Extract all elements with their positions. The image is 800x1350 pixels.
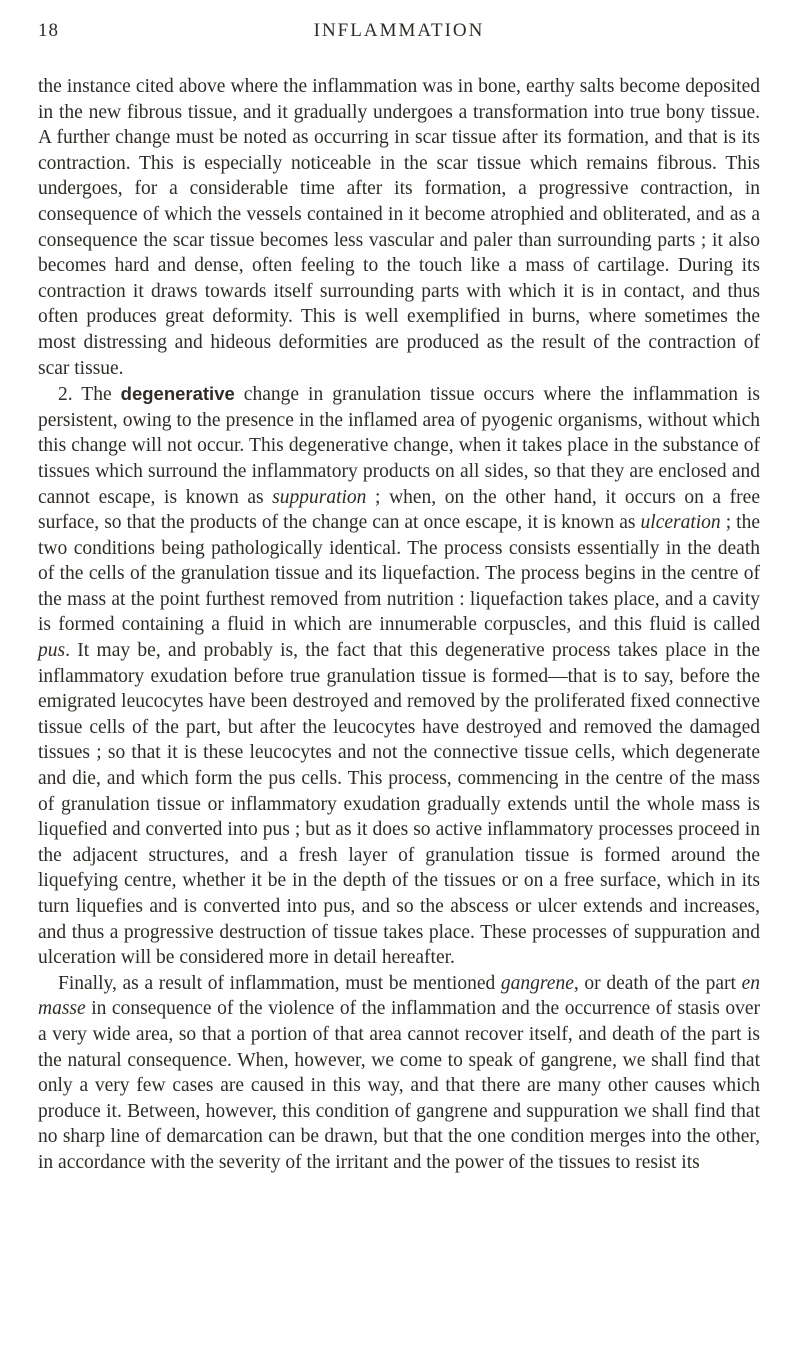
bold-term-degenerative: degenerative [120, 383, 235, 405]
paragraph-text: , or death of the part [573, 972, 742, 994]
italic-term-suppuration: suppuration [272, 486, 367, 508]
paragraph-gangrene [38, 971, 760, 1176]
paragraph-text: Finally, as a result of inflammation, must be mentioned [58, 972, 501, 994]
italic-term-en-masse: en masse [38, 972, 761, 1020]
paragraph-text: the instance cited above where the inflammation was in bone, earthy salts become deposited in the new fibrous tissue, and it gradually undergoes a transformation into true bony tissue. A further change must be noted as occurring in scar tissue after its formation, and that is its contraction. This is especially noticeable in the scar tissue which remains fibrous. This undergoes, for a considerable time after its formation, a progressive contraction, in consequence of which the vessels contained in it become atrophied and obliterated, and as a consequence the scar tissue becomes less vascular and paler than surrounding parts ; it also becomes hard and dense, often feeling to the touch like a mass of cartilage. During its contraction it draws towards itself surrounding parts with which it is in contact, and thus often produces great deformity. This is well exemplified in burns, where sometimes the most distressing and hideous deformities are produced as the result of the contraction of scar tissue. [38, 76, 760, 379]
italic-term-pus: pus [38, 640, 66, 662]
page-number: 18 [38, 20, 59, 41]
paragraph-scar-contraction [38, 74, 760, 381]
paragraph-text: change in granulation tissue occurs where the inflammation is persistent, owing to the presence in the inflamed area of pyogenic organisms, without which this change will not occur. This degenerative change, when it takes place in the substance of tissues which surround the inflammatory products on all sides, so that they are enclosed and cannot escape, is known as [38, 384, 760, 508]
body-text [38, 74, 760, 1176]
paragraph-text: in consequence of the violence of the inflammation and the occurrence of stasis over a very wide area, so that a portion of that area cannot recover itself, and death of the part is the natural consequence. When, however, we come to speak of gangrene, we shall find that only a very few cases are caused in this way, and that there are many other causes which produce it. Between, however, this condition of gangrene and suppuration we shall find that no sharp line of demarcation can be drawn, but that the one condition merges into the other, in accordance with the severity of the irritant and the power of the tissues to resist its [38, 998, 760, 1173]
book-page [38, 20, 760, 1330]
italic-term-ulceration: ulceration [640, 512, 721, 534]
paragraph-text: . It may be, and probably is, the fact that this degenerative process takes place in the inflammatory exudation before true granulation tissue is formed—that is to say, before the emigrated leucocytes have been destroyed and removed by the proliferated fixed connective tissue cells of the part, but after the leucocytes have destroyed and removed the damaged tissues ; so that it is these leucocytes and not the connective tissue cells, which degenerate and die, and which form the pus cells. This process, commencing in the centre of the mass of granulation tissue or inflammatory exudation gradually extends until the whole mass is liquefied and converted into pus ; but as it does so active inflammatory processes proceed in the adjacent structures, and a fresh layer of granulation tissue is formed around the liquefying centre, whether it be in the depth of the tissues or on a free surface, which in its turn liquefies and is converted into pus, and so the abscess or ulcer extends and increases, and thus a progressive destruction of tissue takes place. These processes of suppuration and ulceration will be considered more in detail hereafter. [38, 640, 760, 969]
page-header [38, 20, 760, 54]
paragraph-text: ; when, on the other hand, it occurs on a free surface, so that the products of the change can at once escape, it is known as [38, 486, 760, 534]
paragraph-text: The [72, 384, 121, 406]
italic-term-gangrene: gangrene [500, 972, 574, 994]
running-head: INFLAMMATION [313, 20, 485, 41]
paragraph-number: 2. [58, 384, 73, 406]
paragraph-text: ; the two conditions being pathologically identical. The process consists essentially in the death of the cells of the granulation tissue and its liquefaction. The process begins in the centre of the mass at the point furthest removed from nutrition : liquefaction takes place, and a cavity is formed containing a fluid in which are innumerable corpuscles, and this fluid is called [38, 512, 760, 636]
paragraph-degenerative-change [38, 381, 760, 971]
